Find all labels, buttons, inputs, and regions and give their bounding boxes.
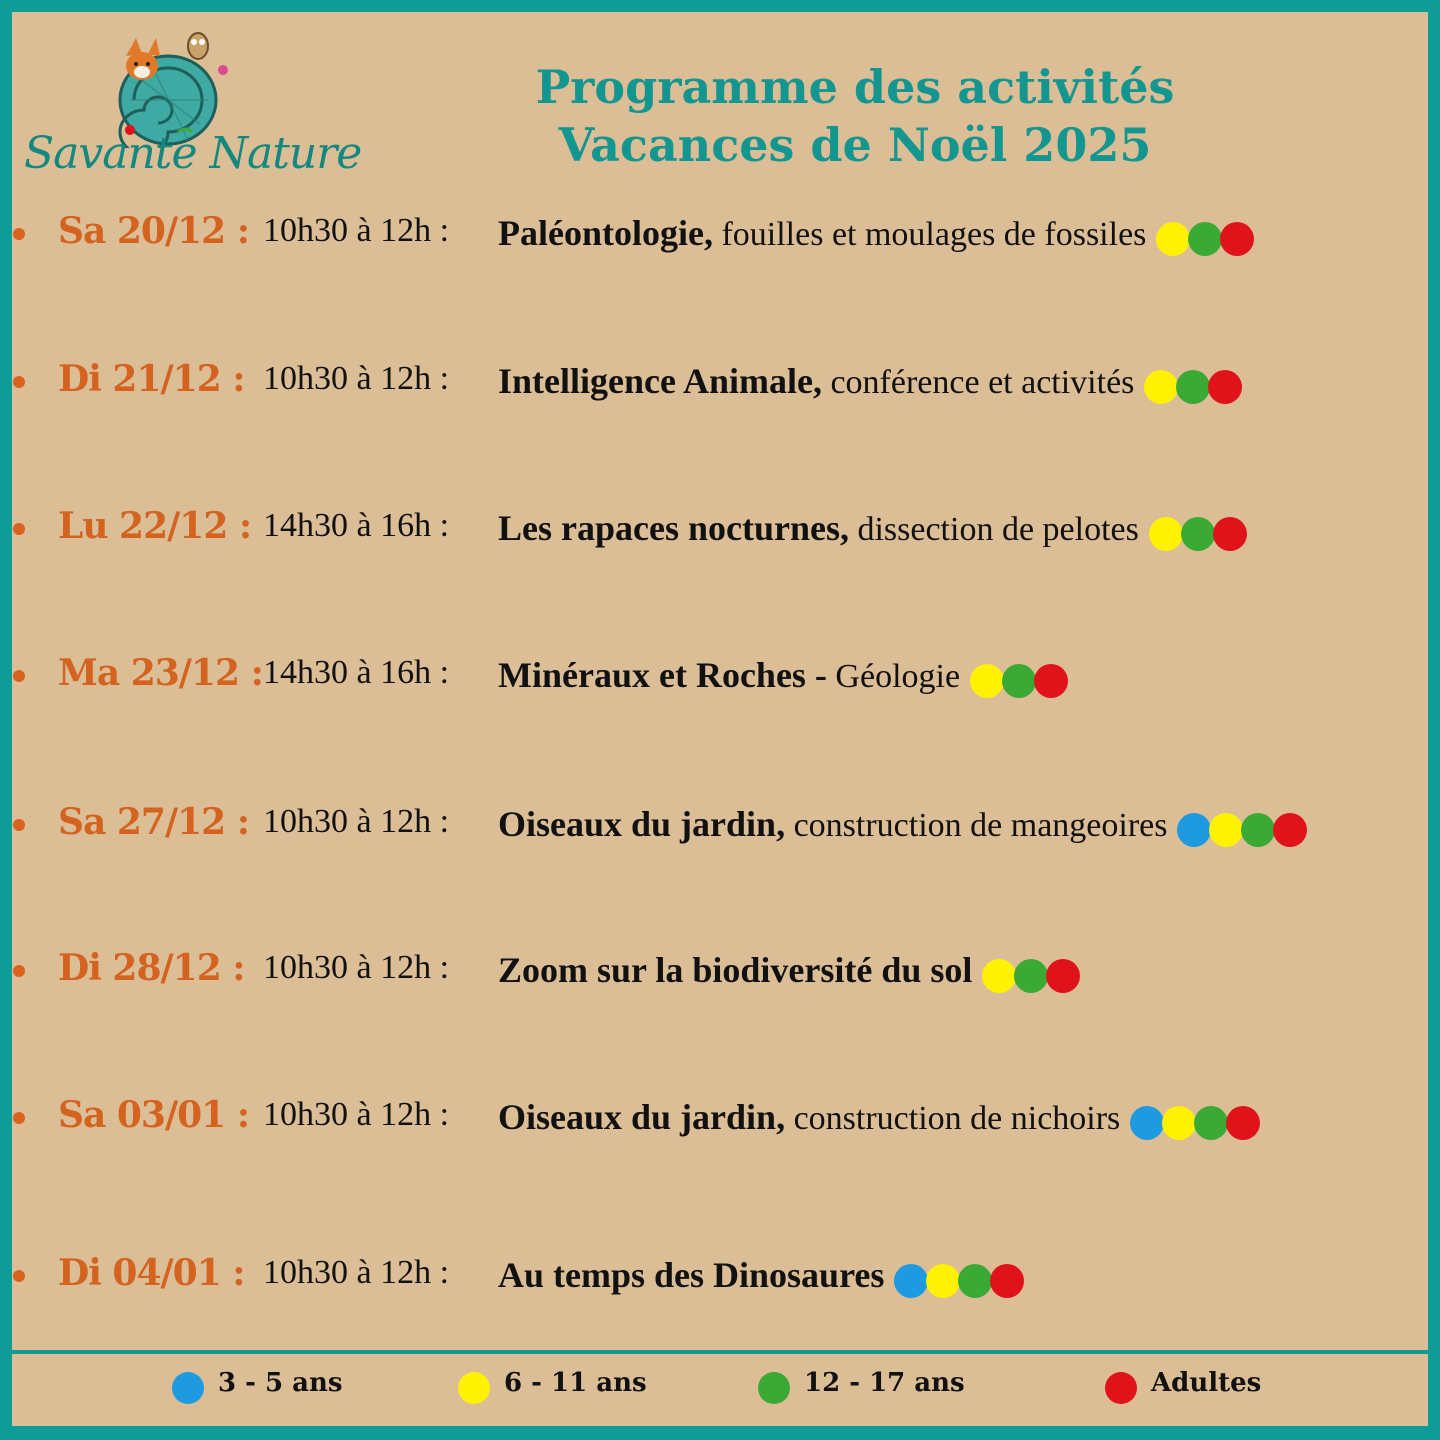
activity-time: 10h30 à 12h :: [263, 1096, 450, 1133]
title-line-2: Vacances de Noël 2025: [558, 118, 1152, 172]
activity-date: Lu 22/12 :: [58, 505, 252, 547]
yellow-age-dot-icon: [1144, 370, 1178, 404]
green-age-dot-icon: [1188, 222, 1222, 256]
red-age-dot-icon: [1220, 222, 1254, 256]
activity-description: fouilles et moulages de fossiles: [712, 216, 1147, 253]
yellow-age-dot-icon: [1209, 813, 1243, 847]
activity-time: 10h30 à 12h :: [263, 212, 450, 249]
bullet-icon: [13, 965, 25, 977]
activity-row: [0, 352, 1440, 412]
blue-age-dot-icon: [1130, 1106, 1164, 1140]
activity-name: Intelligence Animale,: [498, 361, 822, 401]
activity-name: Minéraux et Roches -: [498, 655, 827, 695]
activity-time: 10h30 à 12h :: [263, 803, 450, 840]
bullet-icon: [13, 1112, 25, 1124]
red-age-dot-icon: [1273, 813, 1307, 847]
activity-name: Au temps des Dinosaures: [498, 1255, 885, 1295]
title-line-1: Programme des activités: [535, 60, 1175, 114]
activity-title: [498, 212, 1146, 254]
legend-label: 12 - 17 ans: [804, 1368, 965, 1398]
green-age-dot-icon: [1241, 813, 1275, 847]
green-legend-dot-icon: [758, 1372, 790, 1404]
bullet-icon: [13, 228, 25, 240]
activity-name: Zoom sur la biodiversité du sol: [498, 950, 973, 990]
activity-name: Oiseaux du jardin,: [498, 804, 786, 844]
red-age-dot-icon: [1046, 959, 1080, 993]
activity-title: [498, 654, 960, 696]
green-age-dot-icon: [1002, 664, 1036, 698]
activity-description: construction de mangeoires: [785, 807, 1168, 844]
green-age-dot-icon: [958, 1264, 992, 1298]
yellow-age-dot-icon: [926, 1264, 960, 1298]
activity-time: 14h30 à 16h :: [263, 507, 450, 544]
bullet-icon: [13, 670, 25, 682]
activity-row: [0, 1088, 1440, 1148]
activity-title: [498, 360, 1134, 402]
activity-title: [498, 949, 972, 991]
bullet-icon: [13, 819, 25, 831]
activity-row: [0, 941, 1440, 1001]
activity-date: Sa 03/01 :: [58, 1094, 250, 1136]
activity-date: Di 04/01 :: [58, 1252, 245, 1294]
bullet-icon: [13, 1270, 25, 1282]
activity-date: Di 21/12 :: [58, 358, 245, 400]
activity-row: [0, 499, 1440, 559]
activity-date: Ma 23/12 :: [58, 652, 263, 694]
green-age-dot-icon: [1194, 1106, 1228, 1140]
age-dots: [1158, 222, 1254, 256]
legend-label: 6 - 11 ans: [504, 1368, 647, 1398]
activity-row: [0, 1246, 1440, 1306]
activity-name: Paléontologie,: [498, 213, 713, 253]
red-age-dot-icon: [1208, 370, 1242, 404]
yellow-age-dot-icon: [1156, 222, 1190, 256]
blue-age-dot-icon: [1177, 813, 1211, 847]
yellow-age-dot-icon: [1162, 1106, 1196, 1140]
brand-name: Savante Nature: [24, 128, 362, 179]
page-title: [450, 58, 1260, 174]
yellow-age-dot-icon: [970, 664, 1004, 698]
red-age-dot-icon: [990, 1264, 1024, 1298]
activity-row: [0, 204, 1440, 264]
age-dots: [1146, 370, 1242, 404]
activity-title: [498, 803, 1167, 845]
red-legend-dot-icon: [1105, 1372, 1137, 1404]
activity-description: construction de nichoirs: [785, 1100, 1121, 1137]
age-dots: [1151, 517, 1247, 551]
blue-age-dot-icon: [894, 1264, 928, 1298]
bullet-icon: [13, 376, 25, 388]
yellow-age-dot-icon: [1149, 517, 1183, 551]
activity-name: Oiseaux du jardin,: [498, 1097, 786, 1137]
legend-label: Adultes: [1151, 1368, 1262, 1398]
red-age-dot-icon: [1213, 517, 1247, 551]
activity-description: Géologie: [826, 658, 961, 695]
red-age-dot-icon: [1034, 664, 1068, 698]
activity-row: [0, 795, 1440, 855]
age-dots: [984, 959, 1080, 993]
age-dots: [1132, 1106, 1260, 1140]
activity-description: conférence et activités: [821, 364, 1135, 401]
green-age-dot-icon: [1014, 959, 1048, 993]
activity-date: Di 28/12 :: [58, 947, 245, 989]
bullet-icon: [13, 523, 25, 535]
activity-time: 10h30 à 12h :: [263, 949, 450, 986]
legend-label: 3 - 5 ans: [218, 1368, 343, 1398]
yellow-legend-dot-icon: [458, 1372, 490, 1404]
activity-date: Sa 20/12 :: [58, 210, 250, 252]
activity-time: 10h30 à 12h :: [263, 1254, 450, 1291]
green-age-dot-icon: [1176, 370, 1210, 404]
activity-row: [0, 646, 1440, 706]
activity-time: 10h30 à 12h :: [263, 360, 450, 397]
activity-time: 14h30 à 16h :: [263, 654, 450, 691]
activity-name: Les rapaces nocturnes,: [498, 508, 849, 548]
activity-title: [498, 1096, 1120, 1138]
age-dots: [972, 664, 1068, 698]
blue-legend-dot-icon: [172, 1372, 204, 1404]
green-age-dot-icon: [1181, 517, 1215, 551]
activity-date: Sa 27/12 :: [58, 801, 250, 843]
yellow-age-dot-icon: [982, 959, 1016, 993]
age-dots: [896, 1264, 1024, 1298]
activity-title: [498, 1254, 884, 1296]
activity-title: [498, 507, 1139, 549]
red-age-dot-icon: [1226, 1106, 1260, 1140]
activity-description: dissection de pelotes: [848, 511, 1139, 548]
age-dots: [1179, 813, 1307, 847]
